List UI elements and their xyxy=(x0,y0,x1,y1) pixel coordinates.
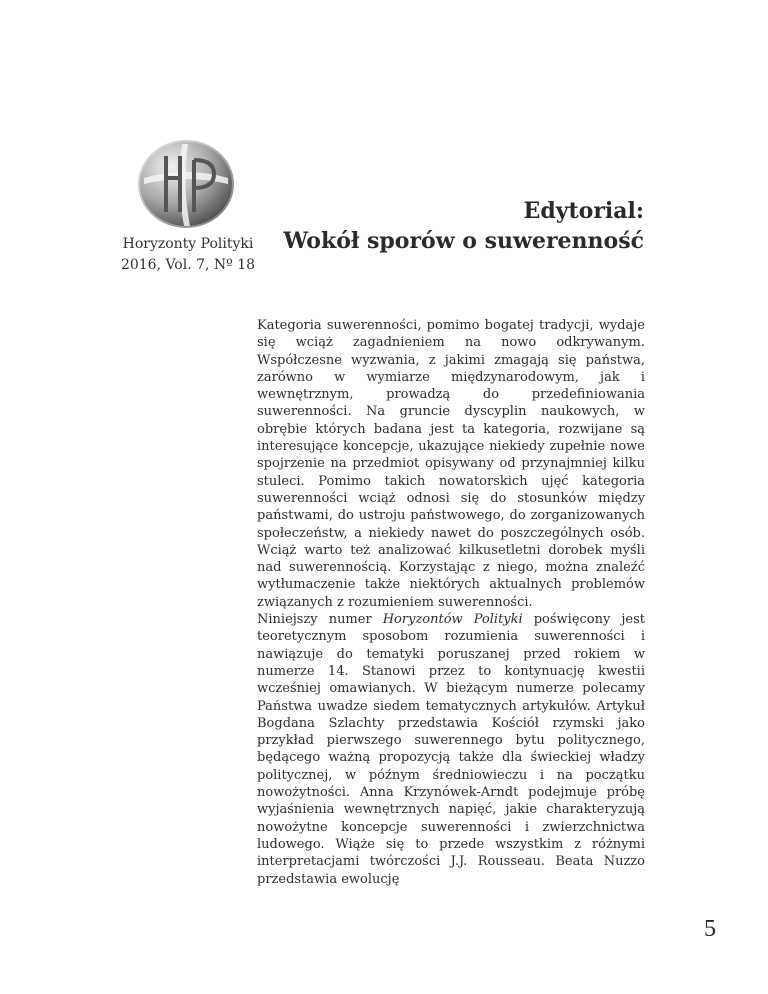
journal-title-italic: Horyzontów Polityki xyxy=(382,612,523,628)
paragraph-2-rest: poświęcony jest teoretycznym sposobom rozumienia suwerenności i nawiązuje do tematyki poruszanej przed rokiem w numerze 14. Stanowi przez to kontynuację kwestii wcześniej omawianych. W bieżącym numerze polecamy Państwa uwadze siedem tematycznych artykułów. Artykuł Bogdana Szlachty przedstawia Kościół rzymski jako przykład pierwszego suwerennego bytu politycznego, będącego ważną propozycją także dla świeckiej władzy politycznej, w późnym średniowieczu i na początku nowożytności. Anna Krzynówek-Arndt podejmuje próbę wyjaśnienia wewnętrznych napięć, jakie charakteryzują nowożytne koncepcje suwerenności i zwierzchnictwa ludowego. Wiąże się to przede wszystkim z różnymi interpretacjami twórczości J.J. Rousseau. Beata Nuzzo przedstawia ewolucję xyxy=(257,612,645,887)
paragraph-2 xyxy=(257,611,645,888)
title-line-1: Edytorial: xyxy=(523,198,644,224)
journal-logo-icon xyxy=(136,138,236,230)
journal-info xyxy=(110,234,266,276)
journal-name: Horyzonty Polityki xyxy=(122,236,254,252)
editorial-title xyxy=(283,196,644,256)
paragraph-2-start: Niniejszy numer xyxy=(257,612,383,628)
paragraph-1: Kategoria suwerenności, pomimo bogatej tradycji, wydaje się wciąż zagadnieniem na nowo odkrywanym. Współczesne wyzwania, z jakimi zmagają się państwa, zarówno w wymiarze międzynarodowym, jak i wewnętrznym, prowadzą do przedefiniowania suwerenności. Na gruncie dyscyplin naukowych, w obrębie których badana jest ta kategoria, rozwijane są interesujące koncepcje, ukazujące niekiedy zupełnie nowe spojrzenie na przedmiot opisywany od przynajmniej kilku stuleci. Pomimo takich nowatorskich ujęć kategoria suwerenności wciąż odnosi się do stosunków między państwami, do ustroju państwowego, do zorganizowanych społeczeństw, a niekiedy nawet do poszczególnych osób. Wciąż warto też analizować kilkusetletni dorobek myśli nad suwerennością. Korzystając z niego, można znaleźć wytłumaczenie także niektórych aktualnych problemów związanych z rozumieniem suwerenności. xyxy=(257,318,645,610)
editorial-body xyxy=(257,317,645,888)
title-line-2: Wokół sporów o suwerenność xyxy=(283,228,644,254)
journal-issue: 2016, Vol. 7, Nº 18 xyxy=(120,257,256,273)
page-number: 5 xyxy=(704,916,716,942)
